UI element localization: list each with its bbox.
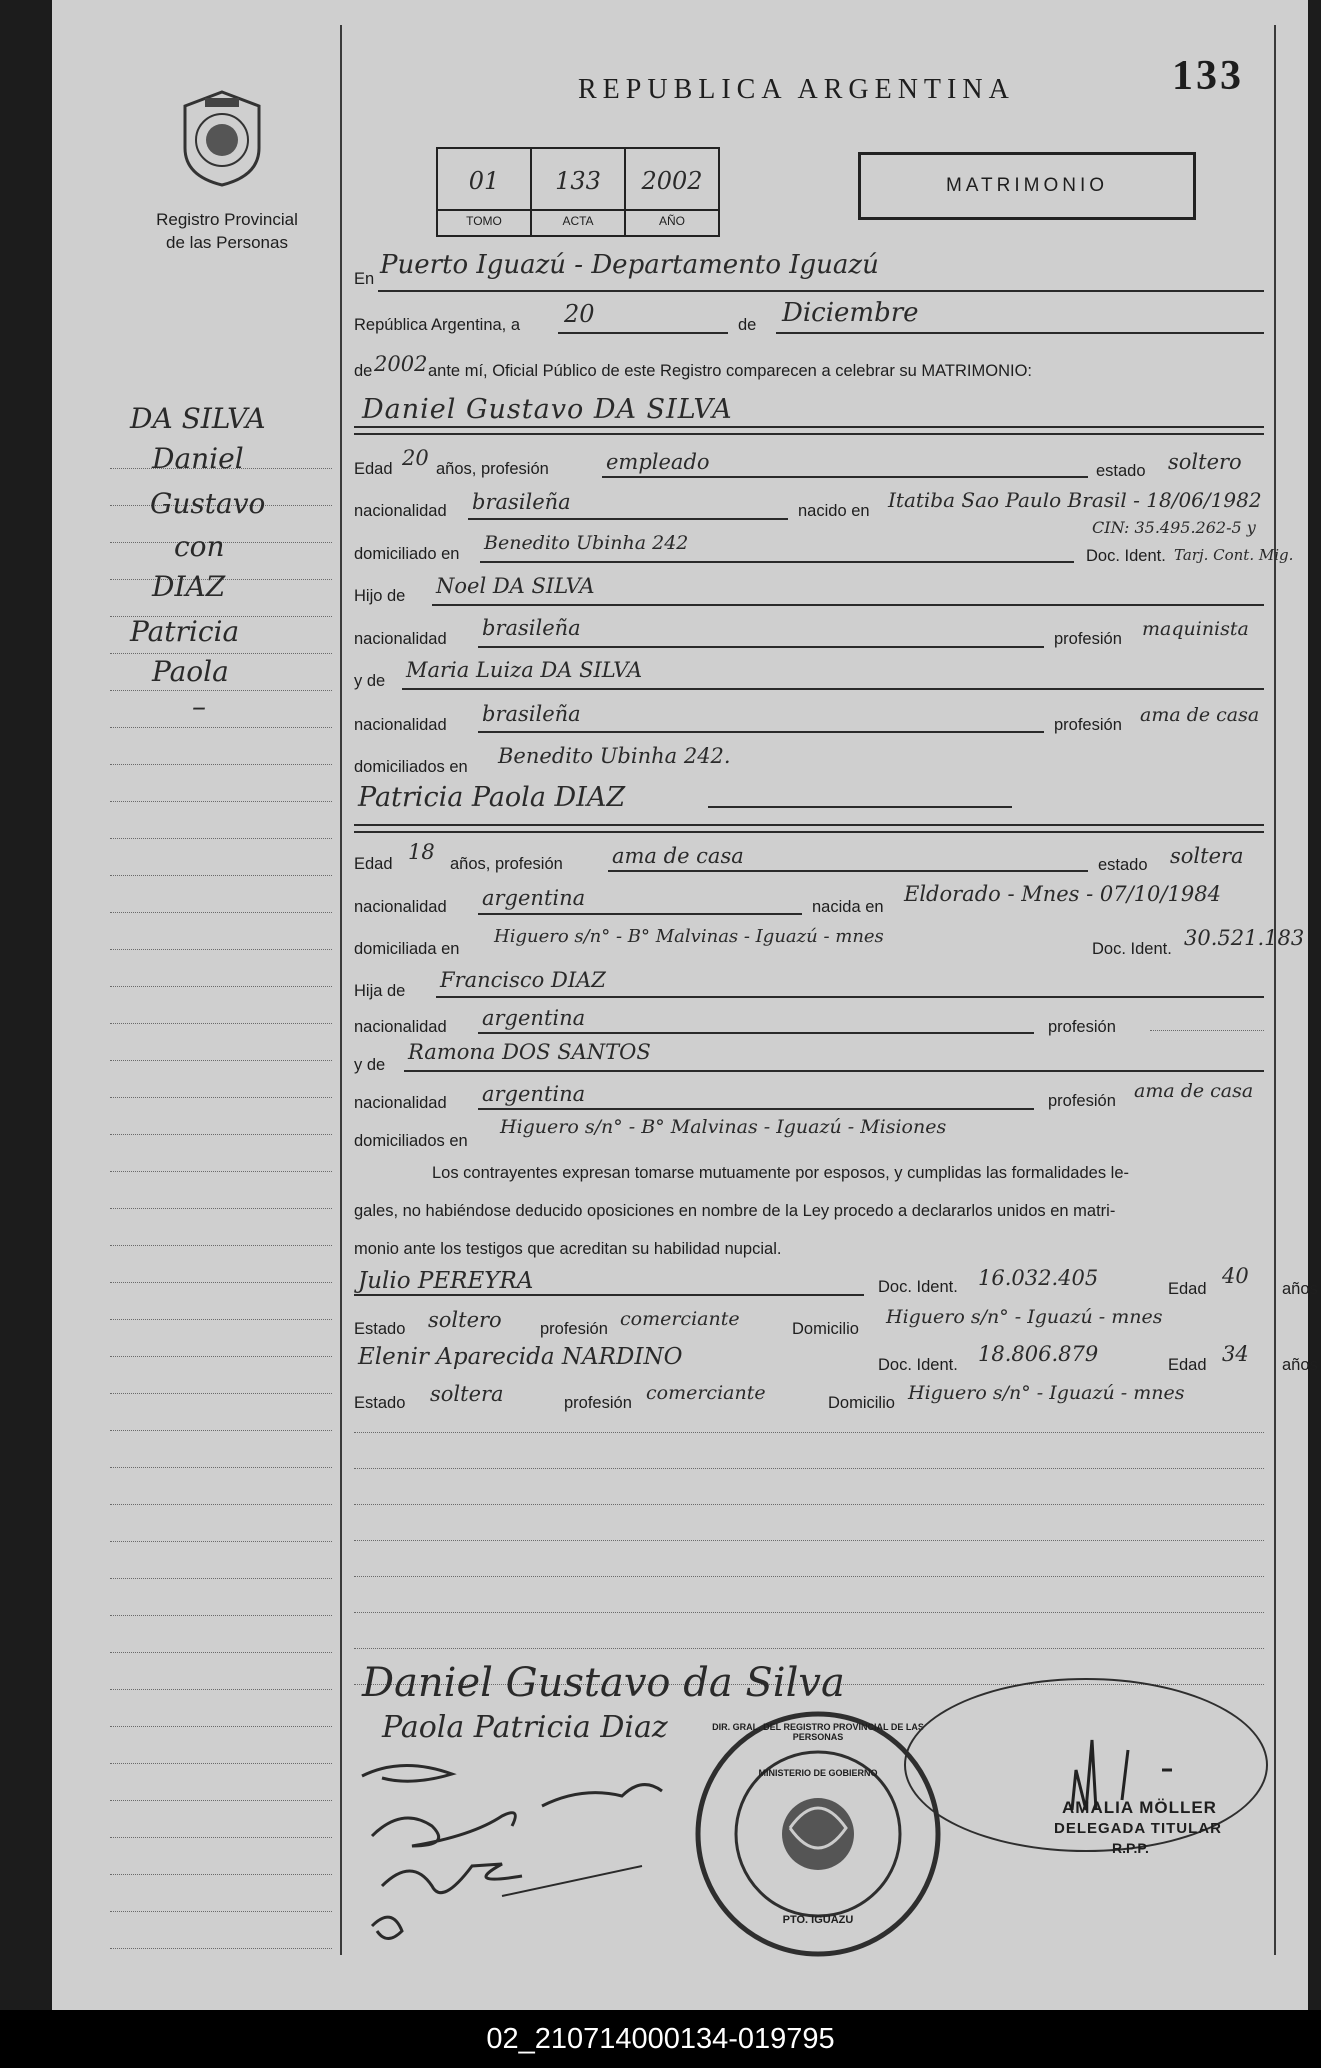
witness-1-name: Julio PEREYRA — [358, 1268, 534, 1294]
body-rule — [354, 1540, 1264, 1541]
bride-mother-nat-underline — [478, 1108, 1034, 1110]
witness-2-status: soltera — [430, 1382, 504, 1406]
witness-1-estado-label: Estado — [354, 1320, 406, 1338]
margin-rule — [110, 1393, 332, 1394]
margin-con: con — [174, 530, 225, 563]
page-number: 133 — [1172, 53, 1244, 99]
document-page — [52, 0, 1318, 2010]
tomo-value: 01 — [468, 167, 500, 195]
margin-rule — [110, 1097, 332, 1098]
bride-nationality: argentina — [482, 886, 586, 910]
groom-doc: Tarj. Cont. Mig. — [1174, 546, 1294, 564]
groom-profession-underline — [602, 476, 1088, 478]
bride-name-rule-2 — [354, 831, 1264, 833]
margin-rule — [110, 1467, 332, 1468]
bride-dom-label: domiciliada en — [354, 940, 460, 958]
witness-1-anos-label: años — [1282, 1280, 1318, 1298]
witness-2-age: 34 — [1222, 1342, 1249, 1366]
body-rule — [354, 1648, 1264, 1649]
declaration-line-1: Los contrayentes expresan tomarse mutuamente por esposos, y cumplidas las formalidades le- — [432, 1164, 1130, 1182]
bride-father-nat-label: nacionalidad — [354, 1018, 447, 1036]
signature-bride: Paola Patricia Diaz — [382, 1710, 668, 1745]
witness-1-prof-label: profesión — [540, 1320, 608, 1338]
margin-rule — [110, 1356, 332, 1357]
bride-name: Patricia Paola DIAZ — [358, 782, 626, 813]
tomo-label: TOMO — [466, 214, 502, 228]
margin-given-3: Patricia — [130, 615, 240, 648]
witness-2-prof-label: profesión — [564, 1394, 632, 1412]
groom-name: Daniel Gustavo DA SILVA — [362, 394, 733, 425]
witness-2-profession: comerciante — [646, 1382, 766, 1404]
margin-rule — [110, 1874, 332, 1875]
margin-surname-2: DIAZ — [152, 570, 226, 603]
document-type: MATRIMONIO — [945, 175, 1109, 196]
margin-rule — [110, 838, 332, 839]
bride-mother-profession: ama de casa — [1134, 1080, 1254, 1102]
margin-surname-1: DA SILVA — [130, 402, 266, 435]
bride-name-rule — [354, 824, 1264, 826]
groom-edad-label: Edad — [354, 460, 393, 478]
margin-rule — [110, 1504, 332, 1505]
witness-1-doc: 16.032.405 — [978, 1266, 1099, 1290]
groom-mother-nationality: brasileña — [482, 702, 581, 726]
margin-rule — [110, 727, 332, 728]
groom-parents-address: Benedito Ubinha 242. — [498, 744, 731, 768]
bride-father-nat-underline — [478, 1032, 1034, 1034]
margin-rule — [110, 1800, 332, 1801]
margin-rule — [110, 1615, 332, 1616]
groom-profession: empleado — [606, 450, 710, 474]
bride-profession-underline — [608, 870, 1088, 872]
groom-mother-nat-underline — [478, 731, 1044, 733]
witness-2-name: Elenir Aparecida NARDINO — [358, 1344, 683, 1370]
groom-father: Noel DA SILVA — [436, 574, 595, 598]
republica-label: República Argentina, a — [354, 316, 521, 334]
groom-age: 20 — [402, 446, 429, 470]
declaration-line-3: monio ante los testigos que acreditan su habilidad nupcial. — [354, 1240, 782, 1258]
margin-rule — [110, 1430, 332, 1431]
margin-rule — [110, 1282, 332, 1283]
record-number-box — [436, 147, 720, 237]
day: 20 — [564, 300, 595, 328]
margin-rule — [110, 1763, 332, 1764]
bride-profession: ama de casa — [612, 844, 744, 868]
margin-rule — [110, 801, 332, 802]
bride-mother-underline — [404, 1070, 1264, 1072]
place: Puerto Iguazú - Departamento Iguazú — [380, 250, 879, 280]
seal-outer-text: DIR. GRAL. DEL REGISTRO PROVINCIAL DE LAS PERSONAS — [712, 1722, 924, 1742]
bride-civil-status: soltera — [1170, 844, 1244, 868]
provincial-seal-icon — [177, 88, 267, 188]
month: Diciembre — [782, 298, 919, 328]
bride-parents-address: Higuero s/n° - B° Malvinas - Iguazú - Misiones — [500, 1116, 947, 1138]
document-type-box — [858, 152, 1196, 220]
month-underline — [776, 332, 1264, 334]
groom-mother-underline — [402, 688, 1264, 690]
bride-edad-label: Edad — [354, 855, 393, 873]
margin-rule — [110, 875, 332, 876]
margin-rule — [110, 1911, 332, 1912]
groom-father-nat-label: nacionalidad — [354, 630, 447, 648]
acta-value: 133 — [555, 167, 601, 195]
groom-dom-label: domiciliado en — [354, 545, 460, 563]
margin-rule — [110, 1134, 332, 1135]
en-label: En — [354, 270, 375, 288]
groom-father-underline — [432, 604, 1264, 606]
margin-given-1: Daniel — [152, 442, 244, 475]
margin-rule — [110, 1578, 332, 1579]
margin-dash: – — [192, 690, 206, 723]
witness-1-age: 40 — [1222, 1264, 1249, 1288]
seal-inner-text: MINISTERIO DE GOBIERNO — [758, 1768, 878, 1778]
groom-nationality: brasileña — [472, 490, 571, 514]
witness-2-doc: 18.806.879 — [978, 1342, 1099, 1366]
body-rule — [354, 1432, 1264, 1433]
margin-rule — [110, 1245, 332, 1246]
groom-mother-profession: ama de casa — [1140, 704, 1260, 726]
ano-label: AÑO — [658, 214, 685, 228]
witness-1-profession: comerciante — [620, 1308, 740, 1330]
groom-nacido-label: nacido en — [798, 502, 870, 520]
signature-groom: Daniel Gustavo da Silva — [362, 1660, 845, 1706]
day-underline — [558, 332, 728, 334]
bride-father-prof-label: profesión — [1048, 1018, 1116, 1036]
groom-address-underline — [480, 561, 1074, 563]
margin-divider — [340, 25, 342, 1955]
margin-rule — [110, 1948, 332, 1949]
witness-2-address: Higuero s/n° - Iguazú - mnes — [908, 1382, 1185, 1404]
margin-rule — [110, 1652, 332, 1653]
margin-rule — [110, 1319, 332, 1320]
groom-mother-nat-label: nacionalidad — [354, 716, 447, 734]
witness-2-estado-label: Estado — [354, 1394, 406, 1412]
groom-parents-addr-label: domiciliados en — [354, 758, 468, 776]
margin-rule — [110, 653, 332, 654]
groom-father-label: Hijo de — [354, 587, 406, 605]
bride-mother: Ramona DOS SANTOS — [408, 1040, 651, 1064]
declaration-line-2: gales, no habiéndose deducido oposiciones en nombre de la Ley procedo a declararlos unidos en matri- — [354, 1202, 1116, 1220]
groom-mother: Maria Luiza DA SILVA — [406, 658, 643, 682]
bride-nac-label: nacionalidad — [354, 898, 447, 916]
margin-rule — [110, 912, 332, 913]
groom-birthplace: Itatiba Sao Paulo Brasil - 18/06/1982 — [888, 488, 1262, 512]
bride-doc-label: Doc. Ident. — [1092, 940, 1172, 958]
groom-name-rule — [354, 426, 1264, 428]
margin-rule — [110, 1689, 332, 1690]
groom-doc-label: Doc. Ident. — [1086, 547, 1166, 565]
margin-rule — [110, 1208, 332, 1209]
bride-birthplace: Eldorado - Mnes - 07/10/1984 — [904, 882, 1221, 906]
official-round-seal-icon — [692, 1708, 944, 1960]
margin-given-4: Paola — [152, 655, 229, 688]
ano-value: 2002 — [641, 167, 703, 195]
intro-statement: ante mí, Oficial Público de este Registro comparecen a celebrar su MATRIMONIO: — [428, 362, 1033, 380]
bride-nationality-underline — [478, 913, 802, 915]
stamp-name: AMALIA MÖLLER — [1062, 1798, 1217, 1817]
bride-mother-label: y de — [354, 1056, 386, 1074]
file-id-bar — [0, 2010, 1321, 2068]
registry-name-line1: Registro Provincial — [156, 210, 298, 229]
bride-estado-label: estado — [1098, 856, 1148, 874]
bride-name-underline — [708, 806, 1012, 808]
place-underline — [378, 290, 1264, 292]
bride-nacida-label: nacida en — [812, 898, 884, 916]
witness-2-dom-label: Domicilio — [828, 1394, 895, 1412]
groom-father-nat-underline — [478, 646, 1044, 648]
margin-rule — [110, 1171, 332, 1172]
margin-rule — [110, 949, 332, 950]
right-border — [1274, 25, 1276, 1955]
witness-1-name-underline — [354, 1294, 864, 1296]
margin-rule — [110, 764, 332, 765]
bride-doc: 30.521.183 — [1184, 926, 1305, 950]
margin-rule — [110, 986, 332, 987]
bride-mother-nationality: argentina — [482, 1082, 586, 1106]
margin-rule — [110, 1541, 332, 1542]
groom-nac-label: nacionalidad — [354, 502, 447, 520]
bride-father: Francisco DIAZ — [440, 968, 606, 992]
groom-father-prof-label: profesión — [1054, 630, 1122, 648]
witness-2-anos-label: años — [1282, 1356, 1318, 1374]
groom-father-nationality: brasileña — [482, 616, 581, 640]
groom-estado-label: estado — [1096, 462, 1146, 480]
bride-profesion-label: años, profesión — [450, 855, 563, 873]
body-rule — [354, 1504, 1264, 1505]
groom-address: Benedito Ubinha 242 — [484, 532, 689, 554]
witness-1-status: soltero — [428, 1308, 502, 1332]
stamp-title: DELEGADA TITULAR — [1054, 1820, 1222, 1837]
country-heading: REPUBLICA ARGENTINA — [578, 74, 1015, 105]
groom-nationality-underline — [468, 518, 788, 520]
bride-father-nationality: argentina — [482, 1006, 586, 1030]
bride-father-underline — [436, 996, 1264, 998]
groom-civil-status: soltero — [1168, 450, 1242, 474]
margin-rule — [110, 1023, 332, 1024]
witness-2-edad-label: Edad — [1168, 1356, 1207, 1374]
file-id: 02_210714000134-019795 — [486, 2023, 835, 2055]
bride-mother-prof-label: profesión — [1048, 1092, 1116, 1110]
year-prefix: de — [354, 362, 373, 380]
bride-address: Higuero s/n° - B° Malvinas - Iguazú - mnes — [494, 926, 884, 947]
margin-rule — [110, 1726, 332, 1727]
witness-2-doc-label: Doc. Ident. — [878, 1356, 958, 1374]
bride-father-label: Hija de — [354, 982, 406, 1000]
witness-1-dom-label: Domicilio — [792, 1320, 859, 1338]
body-rule — [354, 1468, 1264, 1469]
year: 2002 — [374, 352, 428, 376]
bride-mother-nat-label: nacionalidad — [354, 1094, 447, 1112]
margin-given-2: Gustavo — [150, 487, 266, 520]
margin-rule — [110, 690, 332, 691]
registry-name-line2: de las Personas — [166, 233, 288, 252]
groom-father-profession: maquinista — [1142, 618, 1249, 640]
stamp-org: R.P.P. — [1112, 1840, 1149, 1856]
bride-parents-addr-label: domiciliados en — [354, 1132, 468, 1150]
witness-1-doc-label: Doc. Ident. — [878, 1278, 958, 1296]
witness-1-edad-label: Edad — [1168, 1280, 1207, 1298]
de-label: de — [738, 316, 757, 334]
groom-mother-prof-label: profesión — [1054, 716, 1122, 734]
margin-rule — [110, 1060, 332, 1061]
seal-bottom-text: PTO. IGUAZU — [782, 1914, 854, 1926]
groom-cin: CIN: 35.495.262-5 y — [1092, 518, 1256, 537]
bride-age: 18 — [408, 840, 435, 864]
groom-mother-label: y de — [354, 672, 386, 690]
groom-name-rule-2 — [354, 433, 1264, 435]
margin-rule — [110, 1837, 332, 1838]
groom-profesion-label: años, profesión — [436, 460, 549, 478]
acta-label: ACTA — [562, 214, 594, 228]
bride-father-profession-blank — [1150, 1030, 1264, 1031]
body-rule — [354, 1612, 1264, 1613]
body-rule — [354, 1576, 1264, 1577]
witness-1-address: Higuero s/n° - Iguazú - mnes — [886, 1306, 1163, 1328]
